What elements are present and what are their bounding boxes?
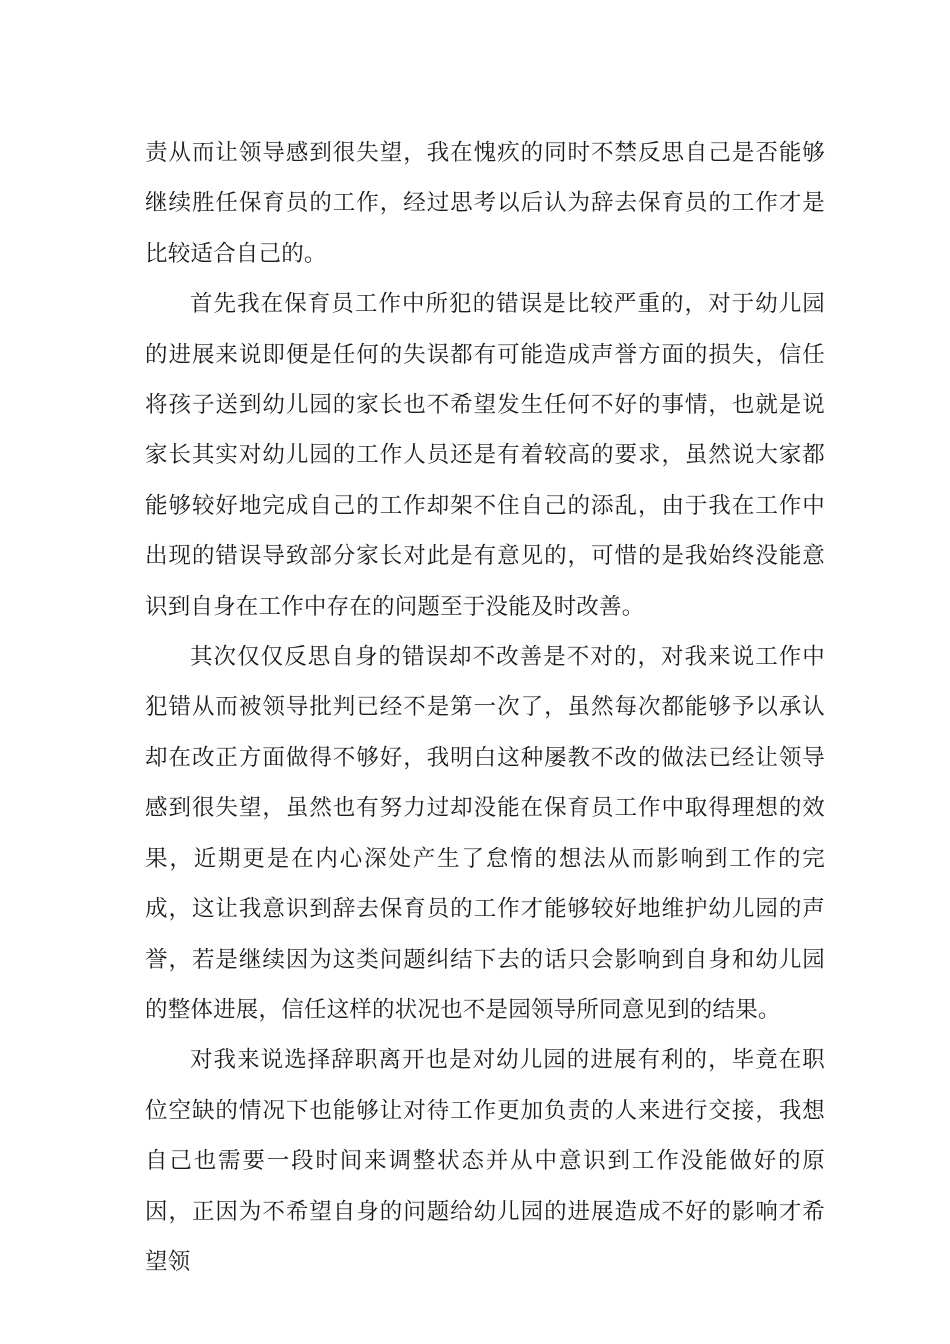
document-body [145, 128, 825, 1287]
paragraph-continued: 责从而让领导感到很失望，我在愧疚的同时不禁反思自己是否能够继续胜任保育员的工作，经过思考以后认为辞去保育员的工作才是比较适合自己的。 [145, 140, 825, 267]
paragraph-third-reason: 对我来说选择辞职离开也是对幼儿园的进展有利的，毕竟在职位空缺的情况下也能够让对待工作更加负责的人来进行交接，我想自己也需要一段时间来调整状态并从中意识到工作没能做好的原因，正因为不希望自身的问题给幼儿园的进展造成不好的影响才希望领 [145, 1047, 825, 1275]
paragraph-second-reason: 其次仅仅反思自身的错误却不改善是不对的，对我来说工作中犯错从而被领导批判已经不是第一次了，虽然每次都能够予以承认却在改正方面做得不够好，我明白这种屡教不改的做法已经让领导感到很失望，虽然也有努力过却没能在保育员工作中取得理想的效果，近期更是在内心深处产生了怠惰的想法从而影响到工作的完成，这让我意识到辞去保育员的工作才能够较好地维护幼儿园的声誉，若是继续因为这类问题纠结下去的话只会影响到自身和幼儿园的整体进展，信任这样的状况也不是园领导所同意见到的结果。 [145, 644, 825, 1023]
paragraph-first-reason: 首先我在保育员工作中所犯的错误是比较严重的，对于幼儿园的进展来说即便是任何的失误都有可能造成声誉方面的损失，信任将孩子送到幼儿园的家长也不希望发生任何不好的事情，也就是说家长其实对幼儿园的工作人员还是有着较高的要求，虽然说大家都能够较好地完成自己的工作却架不住自己的添乱，由于我在工作中出现的错误导致部分家长对此是有意见的，可惜的是我始终没能意识到自身在工作中存在的问题至于没能及时改善。 [145, 291, 825, 620]
